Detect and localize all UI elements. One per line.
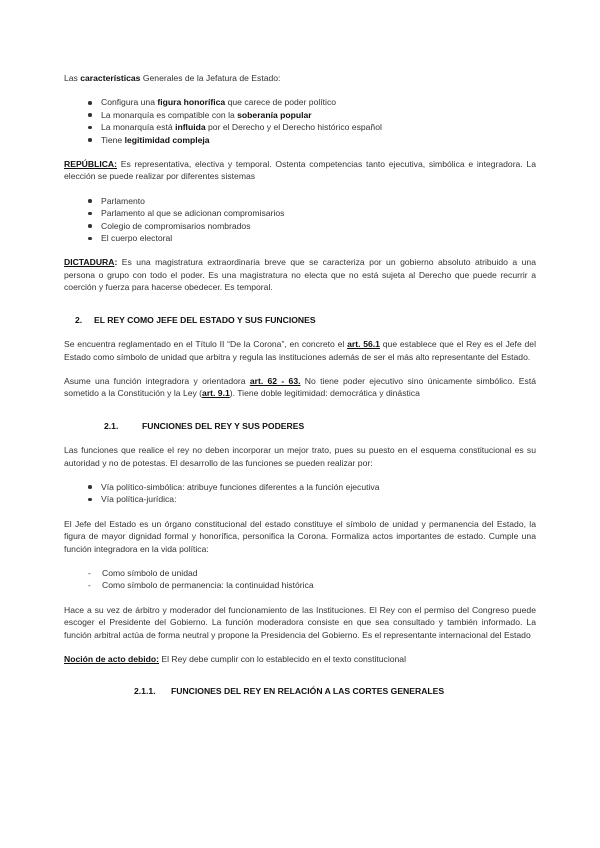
characteristics-list: [64, 96, 536, 146]
republica-paragraph: REPÚBLICA: Es representativa, electiva y temporal. Ostenta competencias tanto ejecutiva, simbólica e integradora. La elección se puede realizar por diferentes sistemas: [64, 159, 536, 182]
acto-debido-label: Noción de acto debido:: [64, 654, 160, 664]
intro-post: Generales de la Jefatura de Estado:: [140, 73, 281, 83]
acto-debido-paragraph: Noción de acto debido: El Rey debe cumplir con lo establecido en el texto constitucional: [64, 654, 406, 664]
symbols-list: [64, 567, 536, 592]
section-2-paragraph-2: Asume una función integradora y orientadora art. 62 - 63. No tiene poder ejecutivo sino únicamente simbólico. Está sometido a la Constitución y la Ley (art. 9.1). Tiene doble legitimidad: democrática y dinástica: [64, 375, 536, 399]
list-item: Colegio de compromisarios nombrados: [64, 220, 536, 232]
intro-pre: Las: [64, 73, 81, 83]
list-item: La monarquía es compatible con la soberanía popular: [64, 109, 536, 121]
list-item: Vía político-simbólica: atribuye funciones diferentes a la función ejecutiva: [64, 481, 536, 493]
section-2-paragraph-1: Se encuentra reglamentado en el Título II “De la Corona”, en concreto el art. 56.1 que establece que el Rey es el Jefe del Estado como símbolo de unidad que arbitra y regula las instituciones además de ser el más alto representante del Estado.: [64, 339, 536, 362]
section-2-1-paragraph-3: Hace a su vez de árbitro y moderador del funcionamiento de las Instituciones. El Rey con el permiso del Congreso puede escoger el Presidente del Gobierno. La función moderadora consiste en que sea consultado y también informado. La función arbitral actúa de forma neutral y propone la Presidencia del Gobierno. Es el representante internacional del Estado: [64, 604, 536, 640]
list-item: El cuerpo electoral: [64, 232, 536, 244]
section-2-1-paragraph-2: El Jefe del Estado es un órgano constitucional del estado constituye el símbolo de unidad y permanencia del Estado, la figura de mayor dignidad formal y honorífica, personifica la Corona. Formaliza actos importantes de estado. Cumple una función integradora en la vida política:: [64, 518, 536, 554]
document-page: [64, 66, 536, 698]
list-item: Tiene legitimidad compleja: [64, 134, 536, 146]
list-item: - Como símbolo de permanencia: la continuidad histórica: [64, 579, 536, 591]
list-item: Parlamento: [64, 195, 536, 207]
list-item: La monarquía está influida por el Derecho y el Derecho histórico español: [64, 121, 536, 133]
list-item: Configura una figura honorífica que carece de poder político: [64, 96, 536, 108]
article-reference: art. 9.1: [202, 388, 230, 399]
systems-list: [64, 195, 536, 245]
intro-bold: características: [80, 73, 141, 83]
list-item: - Como símbolo de unidad: [64, 567, 536, 579]
list-item: Parlamento al que se adicionan compromisarios: [64, 207, 536, 219]
article-reference: art. 56.1: [347, 339, 380, 350]
vias-list: [64, 481, 536, 506]
article-reference: art. 62 - 63.: [249, 375, 301, 386]
list-item: Vía política-jurídica:: [64, 493, 536, 505]
section-2-1-paragraph-1: Las funciones que realice el rey no deben incorporar un mejor trato, pues su puesto en el esquema constitucional es su autoridad y no de potestas. El desarrollo de las funciones se pueden realizar por:: [64, 445, 536, 468]
section-2-1-heading: 2.1. FUNCIONES DEL REY Y SUS PODERES: [104, 420, 305, 431]
section-2-heading: 2. EL REY COMO JEFE DEL ESTADO Y SUS FUNCIONES: [75, 314, 316, 325]
dictadura-paragraph: DICTADURA: Es una magistratura extraordinaria breve que se caracteriza por un gobierno absoluto atribuido a una persona o grupo con todo el poder. Es una magistratura no electa que no está sujeta al Derecho que puede recurrir a coerción y fuerza para hacerse obedecer. Es temporal.: [64, 257, 536, 293]
dictadura-label: DICTADURA: [64, 257, 115, 268]
section-2-1-1-heading: 2.1.1. FUNCIONES DEL REY EN RELACIÓN A LAS CORTES GENERALES: [134, 686, 445, 697]
intro-paragraph: [64, 72, 536, 84]
republica-label: REPÚBLICA:: [64, 159, 117, 170]
